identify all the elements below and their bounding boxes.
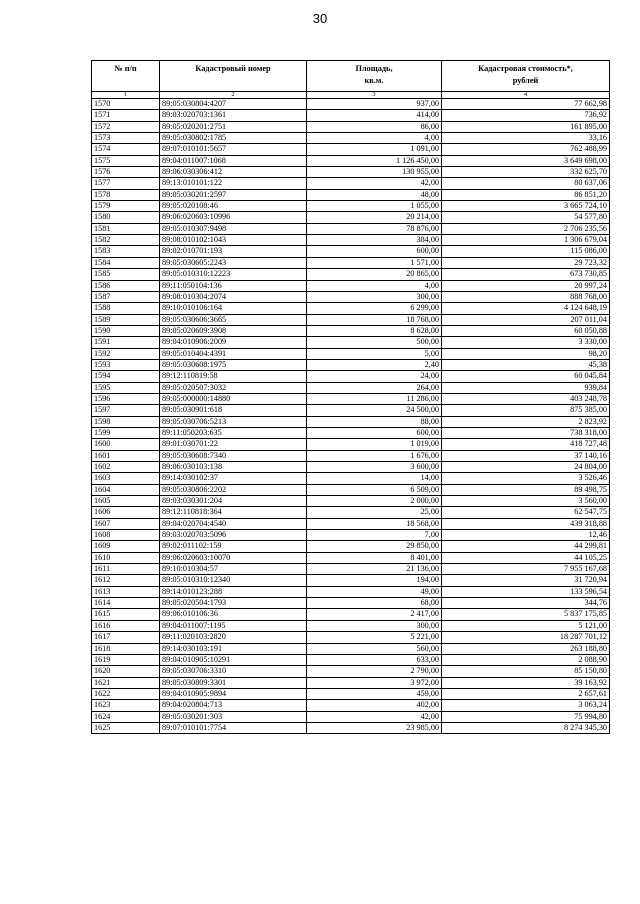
area-cell: 414,00 [307,110,442,121]
table-row [92,575,610,586]
area-cell: 20 214,00 [307,212,442,223]
table-row [92,121,610,132]
value-cell: 8 274 345,30 [442,722,610,733]
value-cell: 18 287 701,12 [442,632,610,643]
value-cell: 44 299,81 [442,541,610,552]
cadastral-number-cell: 89:04:020704:4540 [160,518,307,529]
area-cell: 20 865,00 [307,269,442,280]
table-row [92,257,610,268]
area-cell: 7,00 [307,530,442,541]
page-number: 30 [312,11,328,26]
value-cell: 45,38 [442,359,610,370]
table-row [92,586,610,597]
cadastral-number-cell: 89:05:010404:4391 [160,348,307,359]
table-row [92,609,610,620]
cadastral-number-cell: 89:05:020609:3908 [160,325,307,336]
area-cell: 68,00 [307,598,442,609]
table-row [92,359,610,370]
value-cell: 344,76 [442,598,610,609]
table-row [92,700,610,711]
area-cell: 24 500,00 [307,405,442,416]
table-row [92,382,610,393]
cadastral-number-cell: 89:05:030706:3310 [160,666,307,677]
row-index-cell: 1570 [92,99,160,110]
value-cell: 54 577,80 [442,212,610,223]
table-row [92,552,610,563]
cadastral-number-cell: 89:05:030608:7340 [160,450,307,461]
value-cell: 3 665 724,10 [442,201,610,212]
value-cell: 60 050,88 [442,325,610,336]
value-cell: 738 318,00 [442,427,610,438]
area-cell: 3 600,00 [307,462,442,473]
row-index-cell: 1590 [92,325,160,336]
area-cell: 4,00 [307,133,442,144]
area-cell: 300,00 [307,620,442,631]
area-cell: 1 019,00 [307,439,442,450]
area-cell: 23 985,00 [307,722,442,733]
row-index-cell: 1585 [92,269,160,280]
area-cell: 88,00 [307,416,442,427]
value-cell: 2 706 235,56 [442,223,610,234]
value-cell: 12,46 [442,530,610,541]
value-cell: 37 140,16 [442,450,610,461]
value-cell: 86 851,20 [442,189,610,200]
area-cell: 560,00 [307,643,442,654]
cadastral-number-cell: 89:01:030701:22 [160,439,307,450]
row-index-cell: 1581 [92,223,160,234]
row-index-cell: 1579 [92,201,160,212]
value-cell: 77 662,98 [442,99,610,110]
cadastral-number-cell: 89:05:000000:14880 [160,393,307,404]
area-cell: 1 091,00 [307,144,442,155]
table-row [92,303,610,314]
table-row [92,564,610,575]
value-cell: 736,92 [442,110,610,121]
table-row [92,711,610,722]
area-cell: 2,40 [307,359,442,370]
row-index-cell: 1592 [92,348,160,359]
table-row [92,291,610,302]
header-cadastral-number: Кадастровый номер [160,61,307,92]
area-cell: 6 299,00 [307,303,442,314]
area-cell: 6 509,00 [307,484,442,495]
row-index-cell: 1589 [92,314,160,325]
table-row [92,189,610,200]
area-cell: 937,00 [307,99,442,110]
row-index-cell: 1588 [92,303,160,314]
area-cell: 1 055,00 [307,201,442,212]
area-cell: 194,00 [307,575,442,586]
table-row [92,530,610,541]
row-index-cell: 1576 [92,167,160,178]
value-cell: 24 804,00 [442,462,610,473]
value-cell: 418 727,48 [442,439,610,450]
table-row [92,212,610,223]
row-index-cell: 1616 [92,620,160,631]
value-cell: 762 488,99 [442,144,610,155]
value-cell: 673 730,85 [442,269,610,280]
row-index-cell: 1594 [92,371,160,382]
value-cell: 263 188,80 [442,643,610,654]
table-row [92,393,610,404]
table-row [92,155,610,166]
cadastral-number-cell: 89:12:110818:364 [160,507,307,518]
row-index-cell: 1583 [92,246,160,257]
column-number-row [92,92,610,99]
area-cell: 49,00 [307,586,442,597]
table-row [92,496,610,507]
cadastral-number-cell: 89:04:011007:1195 [160,620,307,631]
area-cell: 3 972,00 [307,677,442,688]
table-row [92,518,610,529]
cadastral-number-cell: 89:14:030103:191 [160,643,307,654]
table-row [92,598,610,609]
header-row [92,61,610,92]
cadastral-number-cell: 89:04:011007:1068 [160,155,307,166]
cadastral-number-cell: 89:14:010123:288 [160,586,307,597]
row-index-cell: 1601 [92,450,160,461]
row-index-cell: 1617 [92,632,160,643]
table-row [92,722,610,733]
row-index-cell: 1607 [92,518,160,529]
area-cell: 459,00 [307,688,442,699]
area-cell: 42,00 [307,178,442,189]
area-cell: 633,00 [307,654,442,665]
value-cell: 29 723,32 [442,257,610,268]
table-row [92,133,610,144]
area-cell: 130 955,00 [307,167,442,178]
value-cell: 20 997,24 [442,280,610,291]
row-index-cell: 1591 [92,337,160,348]
cadastral-number-cell: 89:05:030606:3665 [160,314,307,325]
cadastral-number-cell: 89:11:050104:136 [160,280,307,291]
cadastral-number-cell: 89:05:030608:1975 [160,359,307,370]
cadastral-number-cell: 89:11:020103:2820 [160,632,307,643]
value-cell: 3 649 698,00 [442,155,610,166]
area-cell: 500,00 [307,337,442,348]
value-cell: 3 526,46 [442,473,610,484]
table-row [92,348,610,359]
table-row [92,167,610,178]
table-row [92,473,610,484]
header-area: Площадь, кв.м. [307,61,442,92]
value-cell: 2 823,92 [442,416,610,427]
cadastral-number-cell: 89:11:050203:635 [160,427,307,438]
cadastral-number-cell: 89:05:020504:1793 [160,598,307,609]
row-index-cell: 1574 [92,144,160,155]
cadastral-number-cell: 89:04:010905:10291 [160,654,307,665]
value-cell: 888 768,00 [442,291,610,302]
cadastral-number-cell: 89:02:011102:159 [160,541,307,552]
cadastral-number-cell: 89:05:020108:46 [160,201,307,212]
row-index-cell: 1593 [92,359,160,370]
row-index-cell: 1577 [92,178,160,189]
row-index-cell: 1571 [92,110,160,121]
cadastral-number-cell: 89:05:010310:12223 [160,269,307,280]
table-row [92,688,610,699]
row-index-cell: 1608 [92,530,160,541]
value-cell: 39 163,92 [442,677,610,688]
row-index-cell: 1604 [92,484,160,495]
value-cell: 44 105,25 [442,552,610,563]
row-index-cell: 1621 [92,677,160,688]
cadastral-number-cell: 89:07:010101:7754 [160,722,307,733]
row-index-cell: 1609 [92,541,160,552]
value-cell: 161 895,00 [442,121,610,132]
row-index-cell: 1612 [92,575,160,586]
area-cell: 4,00 [307,280,442,291]
value-cell: 62 547,75 [442,507,610,518]
row-index-cell: 1615 [92,609,160,620]
area-cell: 21 136,00 [307,564,442,575]
table-row [92,405,610,416]
area-cell: 264,00 [307,382,442,393]
value-cell: 403 248,78 [442,393,610,404]
value-cell: 939,84 [442,382,610,393]
value-cell: 89 498,75 [442,484,610,495]
table-row [92,416,610,427]
cadastral-number-cell: 89:05:030806:2202 [160,484,307,495]
area-cell: 42,00 [307,711,442,722]
area-cell: 2 417,00 [307,609,442,620]
area-cell: 48,00 [307,189,442,200]
table-row [92,666,610,677]
value-cell: 133 596,54 [442,586,610,597]
cadastral-number-cell: 89:05:030605:2243 [160,257,307,268]
table-row [92,223,610,234]
value-cell: 98,20 [442,348,610,359]
table-row [92,110,610,121]
cadastral-number-cell: 89:06:010106:36 [160,609,307,620]
area-cell: 78 876,00 [307,223,442,234]
table-row [92,325,610,336]
row-index-cell: 1614 [92,598,160,609]
cadastral-number-cell: 89:05:030809:3301 [160,677,307,688]
area-cell: 2 000,00 [307,496,442,507]
value-cell: 5 837 175,85 [442,609,610,620]
header-index: № п/п [92,61,160,92]
table-row [92,314,610,325]
table-row [92,371,610,382]
area-cell: 600,00 [307,427,442,438]
area-cell: 8 401,00 [307,552,442,563]
table-row [92,620,610,631]
row-index-cell: 1605 [92,496,160,507]
row-index-cell: 1623 [92,700,160,711]
row-index-cell: 1584 [92,257,160,268]
area-cell: 402,00 [307,700,442,711]
cadastral-number-cell: 89:06:020603:10070 [160,552,307,563]
cadastral-number-cell: 89:05:030804:4207 [160,99,307,110]
value-cell: 33,16 [442,133,610,144]
table-row [92,643,610,654]
area-cell: 384,00 [307,235,442,246]
cadastral-number-cell: 89:04:010905:9894 [160,688,307,699]
table-body [92,99,610,734]
cadastral-number-cell: 89:02:010701:193 [160,246,307,257]
cadastral-number-cell: 89:14:030102:37 [160,473,307,484]
row-index-cell: 1582 [92,235,160,246]
table-row [92,439,610,450]
table-row [92,541,610,552]
row-index-cell: 1602 [92,462,160,473]
table-row [92,450,610,461]
table-row [92,235,610,246]
cadastral-number-cell: 89:04:010906:2009 [160,337,307,348]
area-cell: 14,00 [307,473,442,484]
value-cell: 2 657,61 [442,688,610,699]
column-number: 2 [160,92,307,99]
cadastral-number-cell: 89:06:020603:10996 [160,212,307,223]
table-row [92,337,610,348]
cadastral-number-cell: 89:05:030901:618 [160,405,307,416]
value-cell: 60 045,84 [442,371,610,382]
table-row [92,280,610,291]
area-cell: 86,00 [307,121,442,132]
cadastral-number-cell: 89:06:030103:138 [160,462,307,473]
row-index-cell: 1622 [92,688,160,699]
row-index-cell: 1618 [92,643,160,654]
cadastral-number-cell: 89:06:030306:412 [160,167,307,178]
cadastral-number-cell: 89:13:010101:122 [160,178,307,189]
value-cell: 2 088,90 [442,654,610,665]
table-row [92,201,610,212]
row-index-cell: 1619 [92,654,160,665]
value-cell: 3 063,24 [442,700,610,711]
area-cell: 1 126 450,00 [307,155,442,166]
cadastral-number-cell: 89:05:020201:2751 [160,121,307,132]
area-cell: 18 568,00 [307,518,442,529]
value-cell: 115 086,00 [442,246,610,257]
table-row [92,427,610,438]
table-row [92,484,610,495]
cadastral-number-cell: 89:03:030301:204 [160,496,307,507]
row-index-cell: 1580 [92,212,160,223]
row-index-cell: 1596 [92,393,160,404]
cadastral-table [91,60,610,734]
area-cell: 300,00 [307,291,442,302]
area-cell: 5 221,00 [307,632,442,643]
cadastral-number-cell: 89:05:030706:5213 [160,416,307,427]
row-index-cell: 1603 [92,473,160,484]
value-cell: 875 385,00 [442,405,610,416]
column-number: 1 [92,92,160,99]
table-row [92,462,610,473]
value-cell: 7 955 167,68 [442,564,610,575]
cadastral-number-cell: 89:05:030201:303 [160,711,307,722]
row-index-cell: 1597 [92,405,160,416]
row-index-cell: 1624 [92,711,160,722]
area-cell: 11 286,00 [307,393,442,404]
row-index-cell: 1620 [92,666,160,677]
value-cell: 4 124 648,19 [442,303,610,314]
row-index-cell: 1611 [92,564,160,575]
table-row [92,178,610,189]
column-number: 3 [307,92,442,99]
cadastral-number-cell: 89:08:010102:1043 [160,235,307,246]
header-cadastral-value: Кадастровая стоимость*, рублей [442,61,610,92]
table-row [92,654,610,665]
cadastral-number-cell: 89:05:020507:3032 [160,382,307,393]
row-index-cell: 1573 [92,133,160,144]
column-number: 4 [442,92,610,99]
row-index-cell: 1598 [92,416,160,427]
table-row [92,507,610,518]
cadastral-number-cell: 89:12:110819:58 [160,371,307,382]
row-index-cell: 1600 [92,439,160,450]
area-cell: 2 790,00 [307,666,442,677]
cadastral-number-cell: 89:05:010307:9498 [160,223,307,234]
value-cell: 1 306 679,04 [442,235,610,246]
cadastral-number-cell: 89:03:020703:5096 [160,530,307,541]
area-cell: 1 676,00 [307,450,442,461]
row-index-cell: 1587 [92,291,160,302]
cadastral-number-cell: 89:10:010106:164 [160,303,307,314]
value-cell: 3 560,00 [442,496,610,507]
cadastral-number-cell: 89:10:010304:57 [160,564,307,575]
area-cell: 1 571,00 [307,257,442,268]
value-cell: 5 121,00 [442,620,610,631]
table-row [92,269,610,280]
cadastral-number-cell: 89:05:030802:1785 [160,133,307,144]
cadastral-number-cell: 89:07:010101:5657 [160,144,307,155]
area-cell: 5,00 [307,348,442,359]
cadastral-number-cell: 89:03:020703:1361 [160,110,307,121]
row-index-cell: 1575 [92,155,160,166]
value-cell: 31 720,94 [442,575,610,586]
row-index-cell: 1586 [92,280,160,291]
table-row [92,632,610,643]
row-index-cell: 1572 [92,121,160,132]
row-index-cell: 1578 [92,189,160,200]
area-cell: 18 768,00 [307,314,442,325]
row-index-cell: 1606 [92,507,160,518]
value-cell: 80 637,06 [442,178,610,189]
row-index-cell: 1613 [92,586,160,597]
table-row [92,144,610,155]
row-index-cell: 1610 [92,552,160,563]
value-cell: 207 011,04 [442,314,610,325]
cadastral-number-cell: 89:05:010310:12340 [160,575,307,586]
value-cell: 3 330,00 [442,337,610,348]
cadastral-number-cell: 89:04:020804:713 [160,700,307,711]
area-cell: 29 850,00 [307,541,442,552]
area-cell: 24,00 [307,371,442,382]
row-index-cell: 1595 [92,382,160,393]
cadastral-number-cell: 89:05:030201:2597 [160,189,307,200]
area-cell: 8 628,00 [307,325,442,336]
table-row [92,246,610,257]
row-index-cell: 1599 [92,427,160,438]
value-cell: 85 150,80 [442,666,610,677]
value-cell: 75 994,80 [442,711,610,722]
area-cell: 25,00 [307,507,442,518]
cadastral-number-cell: 89:08:010304:2074 [160,291,307,302]
row-index-cell: 1625 [92,722,160,733]
value-cell: 332 625,70 [442,167,610,178]
table-row [92,677,610,688]
table-row [92,99,610,110]
area-cell: 600,00 [307,246,442,257]
value-cell: 439 318,88 [442,518,610,529]
